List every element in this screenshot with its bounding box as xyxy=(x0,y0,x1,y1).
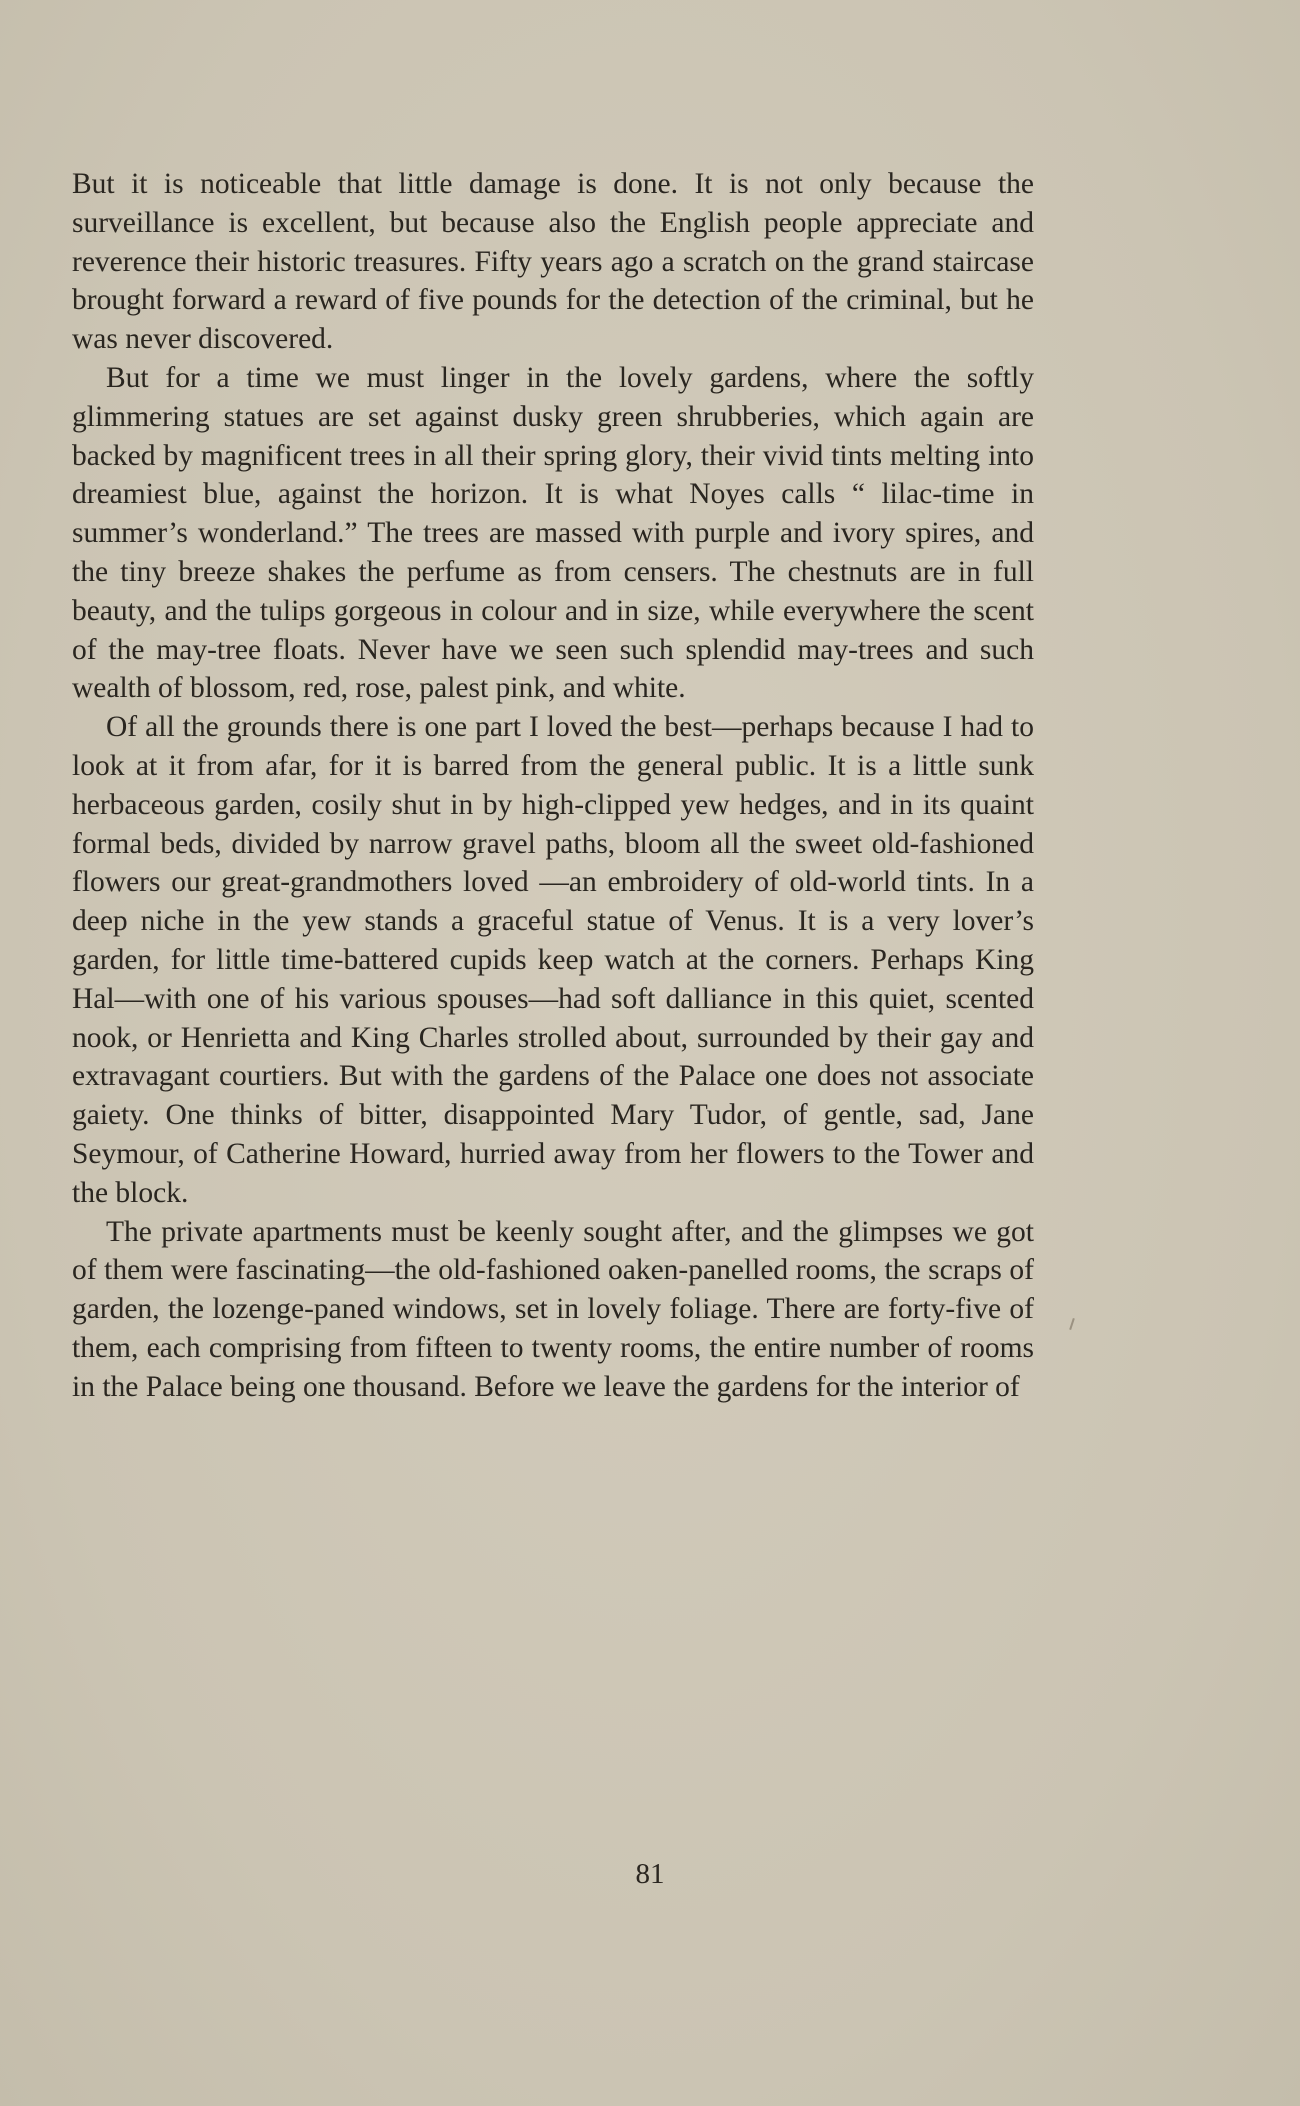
paragraph-4: The private apartments must be keenly sought after, and the glimpses we got of them were fascinating—the old-fashioned oaken-panelled rooms, the scraps of garden, the lozenge-paned windows, set in lovely foliage. There are forty-five of them, each comprising from fifteen to twenty rooms, the entire number of rooms in the Palace being one thousand. Before we leave the gardens for the interior of xyxy=(72,1215,1034,1403)
margin-speck xyxy=(1069,1318,1075,1330)
body-text xyxy=(72,165,1034,1407)
page-number: 81 xyxy=(635,1858,665,1890)
paragraph-2: But for a time we must linger in the lovely gardens, where the softly glimmering statues are set against dusky green shrubberies, which again are backed by magnificent trees in all their spring glory, their vivid tints melting into dreamiest blue, against the horizon. It is what Noyes calls “ lilac-time in summer’s wonderland.” The trees are massed with purple and ivory spires, and the tiny breeze shakes the perfume as from censers. The chestnuts are in full beauty, and the tulips gorgeous in colour and in size, while everywhere the scent of the may-tree floats. Never have we seen such splendid may-trees and such wealth of blossom, red, rose, palest pink, and white. xyxy=(72,361,1034,705)
paragraph-3: Of all the grounds there is one part I loved the best—perhaps because I had to look at it from afar, for it is barred from the general public. It is a little sunk herbaceous garden, cosily shut in by high-clipped yew hedges, and in its quaint formal beds, divided by narrow gravel paths, bloom all the sweet old-fashioned flowers our great-grandmothers loved —an embroidery of old-world tints. In a deep niche in the yew stands a graceful statue of Venus. It is a very lover’s garden, for little time-battered cupids keep watch at the corners. Perhaps King Hal—with one of his various spouses—had soft dalliance in this quiet, scented nook, or Henrietta and King Charles strolled about, surrounded by their gay and extravagant courtiers. But with the gardens of the Palace one does not associate gaiety. One thinks of bitter, disappointed Mary Tudor, of gentle, sad, Jane Seymour, of Catherine Howard, hurried away from her flowers to the Tower and the block. xyxy=(72,711,1034,1209)
paragraph-1: But it is noticeable that little damage is done. It is not only because the surveillance is excellent, but because also the English people appreciate and reverence their historic treasures. Fifty years ago a scratch on the grand staircase brought forward a reward of five pounds for the detection of the criminal, but he was never discovered. xyxy=(72,168,1034,356)
